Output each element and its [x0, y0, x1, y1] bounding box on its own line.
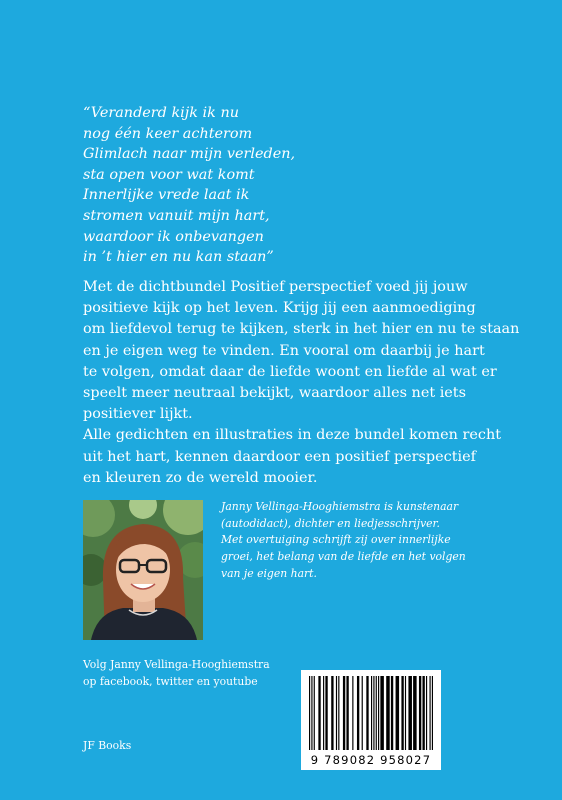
barcode-bar	[366, 676, 368, 750]
blurb-line: en kleuren zo de wereld mooier.	[83, 469, 318, 486]
barcode-bar	[323, 676, 324, 750]
barcode-bar	[373, 676, 374, 750]
poem-line: sta open voor wat komt	[83, 166, 255, 183]
follow-line: Volg Janny Vellinga-Hooghiemstra	[83, 658, 270, 671]
blurb-line: te volgen, omdat daar de liefde woont en liefde al wat er	[83, 363, 497, 380]
poem-line: Glimlach naar mijn verleden,	[83, 146, 296, 163]
blurb-line: en je eigen weg te vinden. En vooral om daarbij je hart	[83, 342, 485, 359]
blurb-line: speelt meer neutraal bekijkt, waardoor alles net iets	[83, 385, 466, 402]
barcode-bar	[386, 676, 390, 750]
barcode-bars	[301, 670, 441, 754]
barcode-bar	[352, 676, 353, 750]
book-blurb	[83, 277, 523, 489]
barcode-bar	[338, 676, 339, 750]
poem-line: nog één keer achterom	[83, 125, 253, 142]
barcode-bar	[346, 676, 348, 750]
blurb-line: positieve kijk op het leven. Krijg jij een aanmoediging	[83, 300, 476, 317]
barcode-bar	[396, 676, 400, 750]
barcode-bar	[419, 676, 421, 750]
barcode-bar	[408, 676, 412, 750]
isbn-barcode	[301, 670, 441, 770]
barcode-bar	[331, 676, 333, 750]
barcode-bar	[378, 676, 379, 750]
barcode-bar	[318, 676, 320, 750]
bio-line: Met overtuiging schrijft zij over innerlijke	[221, 533, 451, 547]
barcode-bar	[376, 676, 377, 750]
barcode-bar	[309, 676, 310, 750]
bio-line: van je eigen hart.	[221, 566, 317, 580]
follow-line: op facebook, twitter en youtube	[83, 675, 258, 688]
blurb-line: om liefdevol terug te kijken, sterk in het hier en nu te staan	[83, 321, 520, 338]
barcode-bar	[325, 676, 327, 750]
barcode-bar	[391, 676, 393, 750]
poem-line: “Veranderd kijk ik nu	[83, 105, 239, 121]
bio-line: groei, het belang van de liefde en het volgen	[221, 550, 466, 564]
blurb-line: uit het hart, kennen daardoor een positief perspectief	[83, 448, 476, 465]
barcode-bar	[426, 676, 427, 750]
poem-line: Innerlijke vrede laat ik	[83, 187, 250, 204]
barcode-bar	[405, 676, 406, 750]
barcode-bar	[371, 676, 372, 750]
poem-line: stromen vanuit mijn hart,	[83, 207, 270, 224]
bio-line: Janny Vellinga-Hooghiemstra is kunstenaar	[221, 500, 459, 513]
publisher-name: JF Books	[83, 739, 132, 752]
barcode-bar	[362, 676, 363, 750]
barcode-bar	[357, 676, 359, 750]
barcode-bar	[380, 676, 384, 750]
author-photo	[83, 500, 203, 640]
bio-line: (autodidact), dichter en liedjesschrijver.	[221, 516, 440, 530]
barcode-bar	[432, 676, 433, 750]
poem-line: in ’t hier en nu kan staan”	[83, 249, 274, 266]
isbn-number: 9 789082 958027	[310, 753, 432, 767]
poem-quote	[83, 103, 503, 268]
follow-author-note	[83, 656, 283, 690]
barcode-bar	[422, 676, 424, 750]
blurb-line: positiever lijkt.	[83, 406, 193, 423]
barcode-bar	[413, 676, 417, 750]
blurb-line: Met de dichtbundel Positief perspectief voed jij jouw	[83, 279, 468, 295]
barcode-bar	[336, 676, 337, 750]
poem-line: waardoor ik onbevangen	[83, 228, 264, 245]
barcode-bar	[343, 676, 345, 750]
blurb-line: Alle gedichten en illustraties in deze bundel komen recht	[83, 427, 502, 444]
barcode-bar	[429, 676, 430, 750]
author-bio	[221, 499, 531, 583]
barcode-bar	[314, 676, 315, 750]
barcode-bar	[401, 676, 403, 750]
barcode-bar	[311, 676, 312, 750]
